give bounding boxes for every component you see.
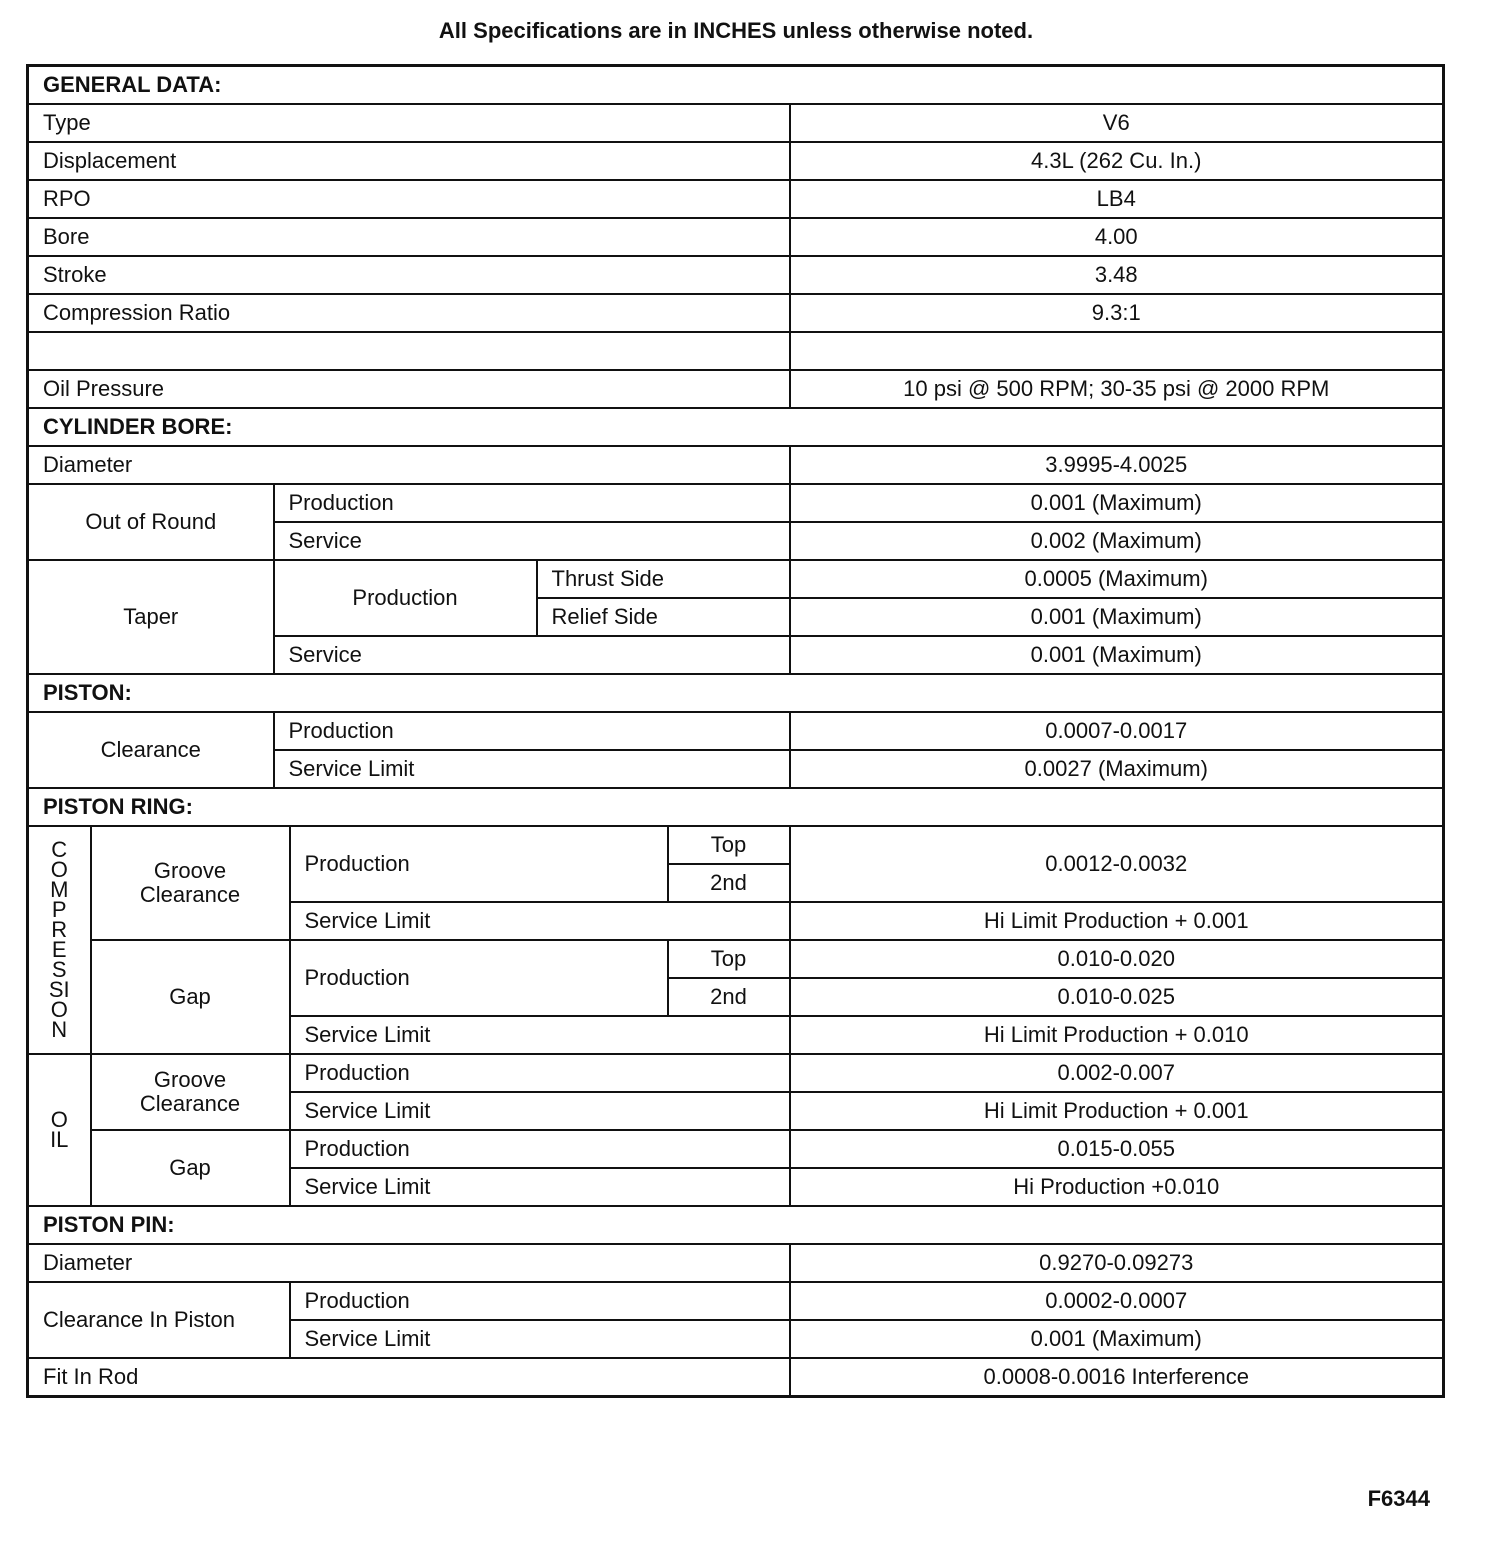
row-value: Hi Production +0.010 <box>790 1168 1444 1206</box>
row-value: 0.0012-0.0032 <box>790 826 1444 902</box>
row-value: 0.010-0.020 <box>790 940 1444 978</box>
group-label-compression <box>28 826 91 1054</box>
page-heading: All Specifications are in INCHES unless otherwise noted. <box>438 18 1034 43</box>
row-label: Bore <box>28 218 790 256</box>
row-label: Displacement <box>28 142 790 180</box>
row-label: Service Limit <box>290 1168 790 1206</box>
row-value: 0.001 (Maximum) <box>790 484 1444 522</box>
row-label: Service <box>274 522 790 560</box>
row-value: V6 <box>790 104 1444 142</box>
table-row <box>28 1244 1444 1282</box>
row-value: 0.015-0.055 <box>790 1130 1444 1168</box>
row-value: LB4 <box>790 180 1444 218</box>
ring-position-label: 2nd <box>668 978 790 1016</box>
vertical-label: COMPRESSION <box>48 837 70 1042</box>
table-row <box>28 1054 1444 1092</box>
section-title: PISTON PIN: <box>28 1206 1444 1244</box>
group-label-clearance-in-piston: Clearance In Piston <box>28 1282 290 1358</box>
row-label: Service <box>274 636 790 674</box>
table-row <box>28 294 1444 332</box>
engine-spec-table <box>26 64 1445 1398</box>
section-title: CYLINDER BORE: <box>28 408 1444 446</box>
table-row <box>28 712 1444 750</box>
table-row <box>28 560 1444 598</box>
row-label: Production <box>290 826 668 902</box>
figure-id: F6344 <box>1367 1486 1430 1511</box>
row-value: 4.3L (262 Cu. In.) <box>790 142 1444 180</box>
row-label: Relief Side <box>537 598 790 636</box>
vertical-label: OIL <box>50 1107 69 1152</box>
section-piston <box>28 674 1444 712</box>
ring-position-label: Top <box>668 826 790 864</box>
row-value: 0.001 (Maximum) <box>790 636 1444 674</box>
row-value: Hi Limit Production + 0.010 <box>790 1016 1444 1054</box>
row-value: 0.002-0.007 <box>790 1054 1444 1092</box>
row-value: 0.9270-0.09273 <box>790 1244 1444 1282</box>
subgroup-label-groove-clearance: Groove Clearance <box>91 1054 290 1130</box>
row-value: 9.3:1 <box>790 294 1444 332</box>
section-cylinder-bore <box>28 408 1444 446</box>
row-value: Hi Limit Production + 0.001 <box>790 1092 1444 1130</box>
row-value: 0.0007-0.0017 <box>790 712 1444 750</box>
row-label: Type <box>28 104 790 142</box>
row-value: 0.0027 (Maximum) <box>790 750 1444 788</box>
row-label: Stroke <box>28 256 790 294</box>
section-piston-ring <box>28 788 1444 826</box>
table-row-empty <box>28 332 1444 370</box>
row-value: 0.001 (Maximum) <box>790 1320 1444 1358</box>
section-title: PISTON RING: <box>28 788 1444 826</box>
section-piston-pin <box>28 1206 1444 1244</box>
ring-position-label: Top <box>668 940 790 978</box>
row-value: 3.48 <box>790 256 1444 294</box>
table-row <box>28 1282 1444 1320</box>
row-label: Compression Ratio <box>28 294 790 332</box>
row-label: Production <box>290 1130 790 1168</box>
row-label <box>28 332 790 370</box>
group-label-clearance: Clearance <box>28 712 274 788</box>
row-value: 0.001 (Maximum) <box>790 598 1444 636</box>
row-value: 0.0002-0.0007 <box>790 1282 1444 1320</box>
row-label: Service Limit <box>290 1320 790 1358</box>
row-label: Thrust Side <box>537 560 790 598</box>
table-row <box>28 142 1444 180</box>
table-row <box>28 826 1444 864</box>
section-title: PISTON: <box>28 674 1444 712</box>
row-label: Production <box>290 940 668 1016</box>
table-row <box>28 256 1444 294</box>
table-row <box>28 104 1444 142</box>
row-label: Production <box>290 1054 790 1092</box>
row-label: Service Limit <box>274 750 790 788</box>
row-label: Production <box>290 1282 790 1320</box>
subgroup-label-gap: Gap <box>91 940 290 1054</box>
row-value: Hi Limit Production + 0.001 <box>790 902 1444 940</box>
row-label: Production <box>274 484 790 522</box>
row-value: 0.010-0.025 <box>790 978 1444 1016</box>
subgroup-label-groove-clearance: Groove Clearance <box>91 826 290 940</box>
row-label: Diameter <box>28 1244 790 1282</box>
row-value: 0.0008-0.0016 Interference <box>790 1358 1444 1397</box>
row-value: 0.002 (Maximum) <box>790 522 1444 560</box>
section-title: GENERAL DATA: <box>28 66 1444 105</box>
row-label: Service Limit <box>290 1016 790 1054</box>
table-row <box>28 1130 1444 1168</box>
table-row <box>28 446 1444 484</box>
group-label-oil <box>28 1054 91 1206</box>
table-row <box>28 370 1444 408</box>
table-row <box>28 940 1444 978</box>
row-value: 3.9995-4.0025 <box>790 446 1444 484</box>
row-label: RPO <box>28 180 790 218</box>
table-row <box>28 1358 1444 1397</box>
row-label: Service Limit <box>290 902 790 940</box>
section-general-data <box>28 66 1444 105</box>
row-value: 0.0005 (Maximum) <box>790 560 1444 598</box>
row-label: Service Limit <box>290 1092 790 1130</box>
row-label: Oil Pressure <box>28 370 790 408</box>
row-label: Diameter <box>28 446 790 484</box>
subgroup-label-production: Production <box>274 560 537 636</box>
row-value: 4.00 <box>790 218 1444 256</box>
group-label-out-of-round: Out of Round <box>28 484 274 560</box>
row-value <box>790 332 1444 370</box>
row-label: Production <box>274 712 790 750</box>
ring-position-label: 2nd <box>668 864 790 902</box>
subgroup-label-gap: Gap <box>91 1130 290 1206</box>
row-label: Fit In Rod <box>28 1358 790 1397</box>
table-row <box>28 484 1444 522</box>
row-value: 10 psi @ 500 RPM; 30-35 psi @ 2000 RPM <box>790 370 1444 408</box>
table-row <box>28 218 1444 256</box>
group-label-taper: Taper <box>28 560 274 674</box>
table-row <box>28 180 1444 218</box>
